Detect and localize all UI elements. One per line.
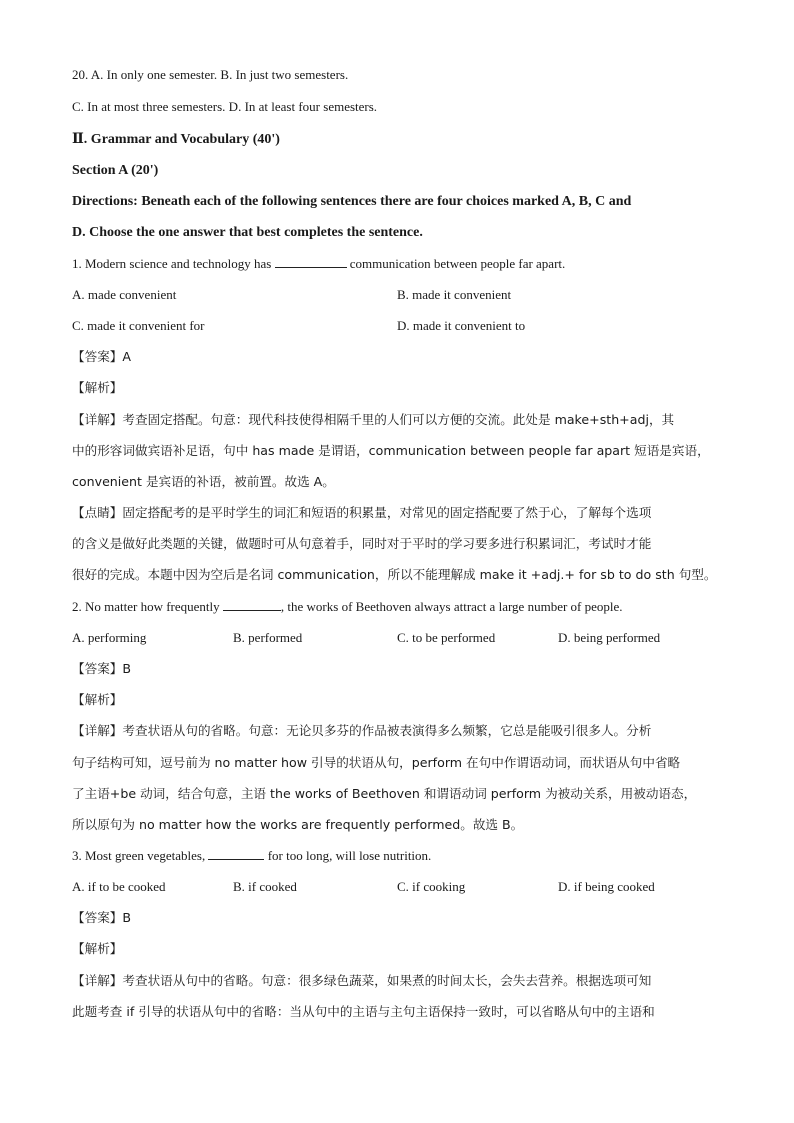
question-2-stem: [72, 598, 623, 616]
q2-analysis-label: 【解析】: [72, 692, 123, 707]
q1-detail-line: 中的形容词做宾语补足语，句中 has made 是谓语，communication between people far apart 短语是宾语，: [72, 443, 710, 458]
q2-option-a: A. performing: [72, 630, 147, 645]
q3-option-b: B. if cooked: [233, 879, 297, 894]
question-1-stem: [72, 255, 565, 273]
stem-text: for too long, will lose nutrition.: [264, 848, 432, 863]
q2-option-d: D. being performed: [558, 630, 661, 645]
q1-answer: 【答案】A: [72, 349, 131, 364]
answer-blank: [223, 598, 281, 611]
stem-text: 2. No matter how frequently: [72, 599, 223, 614]
q20-options-row-2: C. In at most three semesters. D. In at least four semesters.: [72, 99, 378, 114]
q3-answer: 【答案】B: [72, 910, 132, 925]
q1-option-b: B. made it convenient: [397, 287, 512, 302]
stem-text: , the works of Beethoven always attract a large number of people.: [280, 599, 623, 614]
stem-text: 1. Modern science and technology has: [72, 256, 275, 271]
q3-option-a: A. if to be cooked: [72, 879, 166, 894]
answer-blank: [275, 255, 347, 268]
q3-option-c: C. if cooking: [397, 879, 466, 894]
q1-option-c: C. made it convenient for: [72, 318, 205, 333]
q1-option-a: A. made convenient: [72, 287, 177, 302]
q2-option-c: C. to be performed: [397, 630, 496, 645]
q3-option-d: D. if being cooked: [558, 879, 655, 894]
q2-detail-line: 所以原句为 no matter how the works are frequently performed。故选 B。: [72, 817, 524, 832]
q2-option-b: B. performed: [233, 630, 303, 645]
stem-text: communication between people far apart.: [346, 256, 566, 271]
answer-blank: [208, 847, 264, 860]
q3-detail-line: 【详解】考查状语从句中的省略。句意：很多绿色蔬菜，如果煮的时间太长，会失去营养。根据选项可知: [72, 973, 652, 988]
q20-options-row-1: 20. A. In only one semester. B. In just two semesters.: [72, 67, 349, 82]
q1-option-d: D. made it convenient to: [397, 318, 526, 333]
q2-detail-line: 句子结构可知，逗号前为 no matter how 引导的状语从句，perform 在句中作谓语动词，而状语从句中省略: [72, 755, 681, 770]
q2-detail-line: 了主语+be 动词，结合句意，主语 the works of Beethoven 和谓语动词 perform 为被动关系，用被动语态，: [72, 786, 697, 801]
q1-note-line: 【点睛】固定搭配考的是平时学生的词汇和短语的积累量，对常见的固定搭配要了然于心，了解每个选项: [72, 505, 652, 520]
q1-analysis-label: 【解析】: [72, 380, 123, 395]
directions-line-2: D. Choose the one answer that best completes the sentence.: [72, 225, 423, 240]
q2-answer: 【答案】B: [72, 661, 132, 676]
part-title: Ⅱ. Grammar and Vocabulary (40'): [72, 132, 280, 147]
q1-note-line: 很好的完成。本题中因为空后是名词 communication，所以不能理解成 make it +adj.+ for sb to do sth 句型。: [72, 567, 717, 582]
q1-detail-line: 【详解】考查固定搭配。句意：现代科技使得相隔千里的人们可以方便的交流。此处是 make+sth+adj，其: [72, 412, 675, 427]
stem-text: 3. Most green vegetables,: [72, 848, 209, 863]
q1-note-line: 的含义是做好此类题的关键，做题时可从句意着手，同时对于平时的学习要多进行积累词汇，考试时才能: [72, 536, 652, 551]
directions-line-1: Directions: Beneath each of the following sentences there are four choices marked A, B, C and: [72, 194, 632, 209]
q1-detail-line: convenient 是宾语的补语，被前置。故选 A。: [72, 474, 335, 489]
question-3-stem: [72, 847, 431, 865]
section-title: Section A (20'): [72, 163, 159, 178]
q2-detail-line: 【详解】考查状语从句的省略。句意：无论贝多芬的作品被表演得多么频繁，它总是能吸引很多人。分析: [72, 723, 652, 738]
q3-detail-line: 此题考查 if 引导的状语从句中的省略：当从句中的主语与主句主语保持一致时，可以省略从句中的主语和: [72, 1004, 655, 1019]
q3-analysis-label: 【解析】: [72, 941, 123, 956]
